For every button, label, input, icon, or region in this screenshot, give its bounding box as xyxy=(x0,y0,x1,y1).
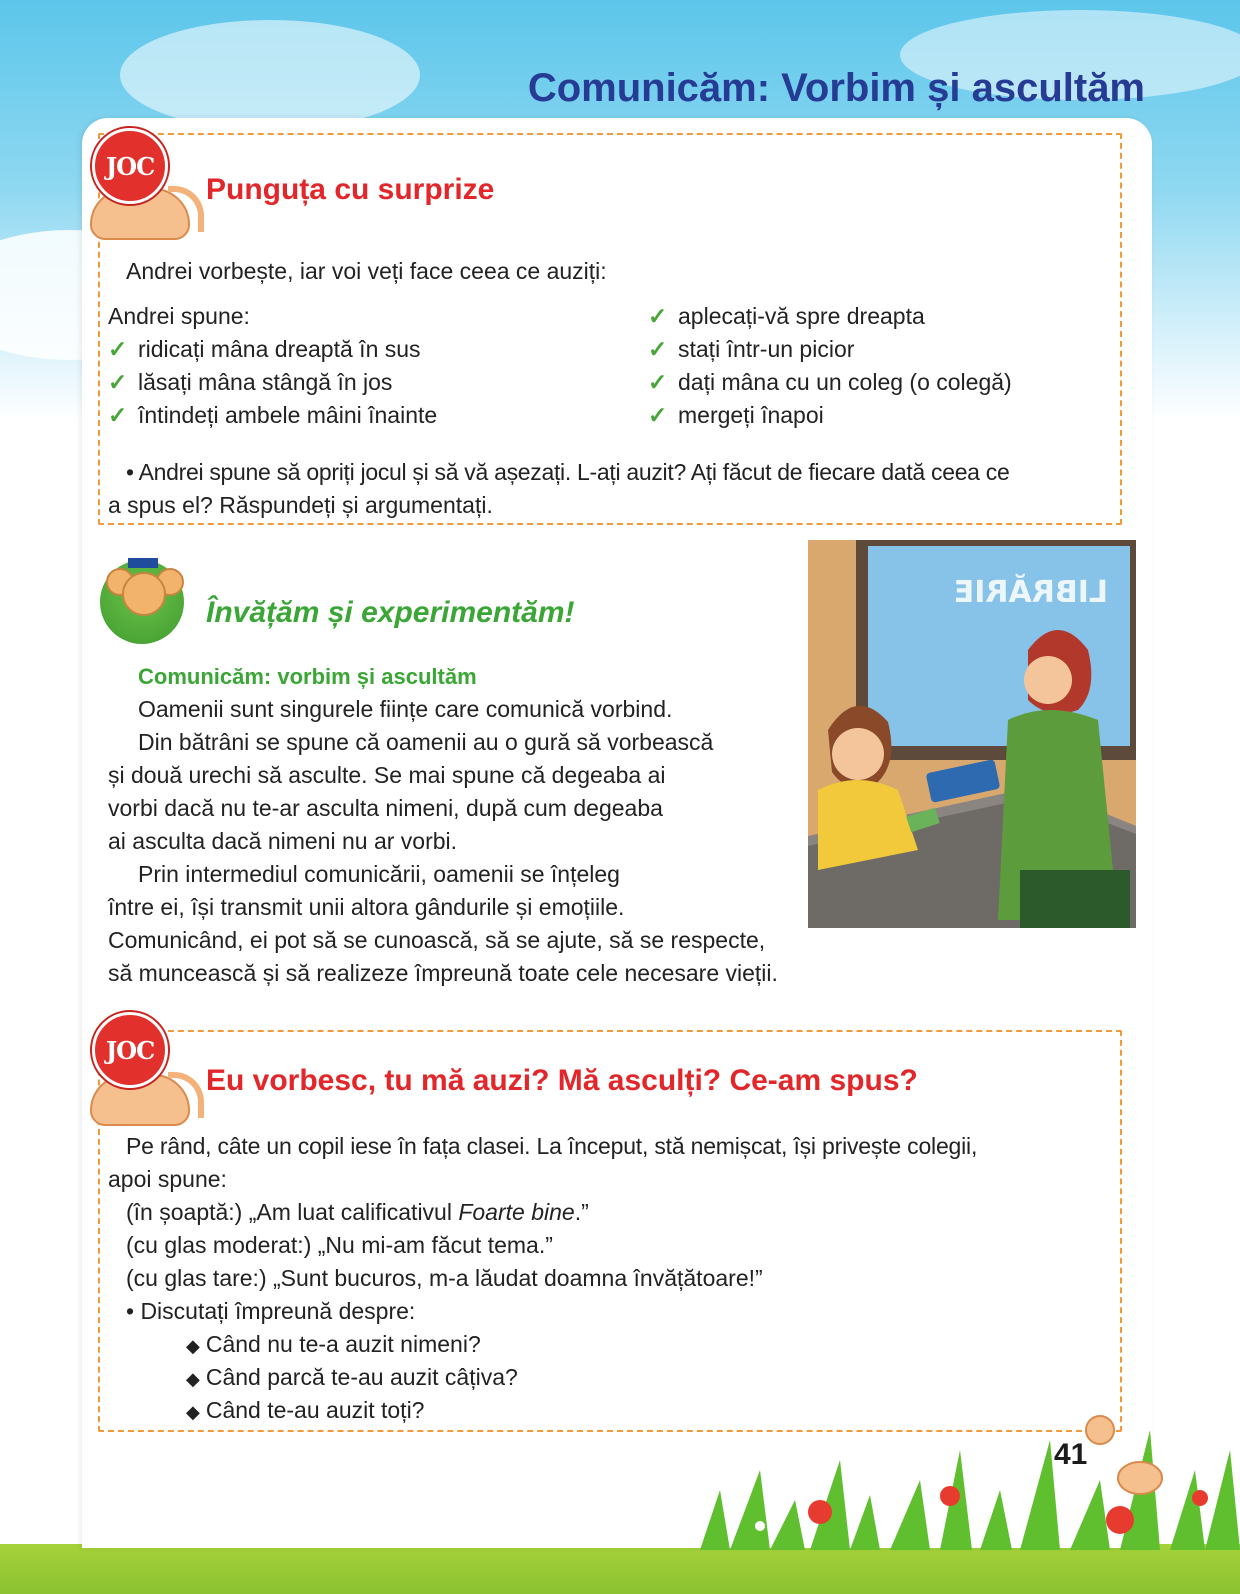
section1-question-line1: • Andrei spune să opriți jocul și să vă așezați. L-ați auzit? Ați făcut de fiecare dată ceea ce xyxy=(126,459,1010,485)
paragraph-line: Din bătrâni se spune că oamenii au o gură să vorbească xyxy=(138,729,714,755)
paragraph-line: Prin intermediul comunicării, oamenii se înțeleg xyxy=(138,861,620,887)
paragraph-line: Oamenii sunt singurele ființe care comunică vorbind. xyxy=(138,696,673,722)
check-icon: ✓ xyxy=(108,336,128,362)
section3-intro-line2: apoi spune: xyxy=(108,1166,227,1192)
moderate-line: (cu glas moderat:) „Nu mi-am făcut tema.” xyxy=(126,1232,553,1258)
list-item: ✓ dați mâna cu un coleg (o colegă) xyxy=(648,366,1108,399)
list-item: ✓ mergeți înapoi xyxy=(648,399,1108,432)
paragraph-line: vorbi dacă nu te-ar asculta nimeni, după cum degeaba xyxy=(108,795,663,821)
check-icon: ✓ xyxy=(648,369,668,395)
paragraph-line: Comunicând, ei pot să se cunoască, să se ajute, să se respecte, xyxy=(108,927,766,953)
section1-question-line2: a spus el? Răspundeți și argumentați. xyxy=(108,492,493,518)
check-icon: ✓ xyxy=(108,369,128,395)
list-item: ✓ ridicați mâna dreaptă în sus xyxy=(108,333,628,366)
grass-band xyxy=(0,1544,1240,1594)
section1-lead: Andrei spune: xyxy=(108,303,250,329)
section1-left-list xyxy=(108,333,628,432)
section1-right-list xyxy=(648,300,1108,432)
joc-badge-icon: JOC xyxy=(92,1012,168,1088)
question-item: ◆ Când parcă te-au auzit câțiva? xyxy=(186,1364,518,1390)
joc-badge-icon: JOC xyxy=(92,128,168,204)
section1-intro: Andrei vorbește, iar voi veți face ceea ce auziți: xyxy=(126,258,607,284)
cloud-decoration xyxy=(120,20,420,130)
shop-sign-text: LIBRĂRIE xyxy=(953,575,1108,610)
question-item: ◆ Când nu te-a auzit nimeni? xyxy=(186,1331,481,1357)
question-item: ◆ Când te-au auzit toți? xyxy=(186,1397,425,1423)
section2-subtitle: Comunicăm: vorbim și ascultăm xyxy=(138,664,477,689)
section1-right-column xyxy=(648,300,1108,432)
page-title: Comunicăm: Vorbim și ascultăm xyxy=(527,66,1145,110)
paragraph-line: între ei, își transmit unii altora gândurile și emoțiile. xyxy=(108,894,625,920)
section3-intro-line1: Pe rând, câte un copil iese în fața clasei. La început, stă nemișcat, își privește colegii, xyxy=(126,1133,978,1159)
page-number: 41 xyxy=(1054,1438,1088,1471)
bookstore-illustration xyxy=(808,540,1136,928)
paragraph-line: ai asculta dacă nimeni nu ar vorbi. xyxy=(108,828,458,854)
check-icon: ✓ xyxy=(108,402,128,428)
paragraph-line: și două urechi să asculte. Se mai spune că degeaba ai xyxy=(108,762,666,788)
check-icon: ✓ xyxy=(648,303,668,329)
discuss-line: • Discutați împreună despre: xyxy=(126,1298,416,1324)
loud-line: (cu glas tare:) „Sunt bucuros, m-a lăudat doamna învățătoare!” xyxy=(126,1265,763,1291)
list-item: ✓ stați într-un picior xyxy=(648,333,1108,366)
section-title-punguta: Punguța cu surprize xyxy=(206,173,495,206)
diamond-bullet-icon: ◆ xyxy=(186,1402,200,1422)
diamond-bullet-icon: ◆ xyxy=(186,1336,200,1356)
check-icon: ✓ xyxy=(648,336,668,362)
whisper-line: (în șoaptă:) „Am luat calificativul Foarte bine.” xyxy=(126,1199,589,1225)
check-icon: ✓ xyxy=(648,402,668,428)
meadow-decoration xyxy=(700,1400,1240,1550)
list-item: ✓ lăsați mâna stângă în jos xyxy=(108,366,628,399)
section1-left-column xyxy=(108,300,628,432)
section-title-eu-vorbesc: Eu vorbesc, tu mă auzi? Mă asculți? Ce-am spus? xyxy=(206,1064,918,1097)
section-title-invatam: Învățăm și experimentăm! xyxy=(206,596,575,629)
diamond-bullet-icon: ◆ xyxy=(186,1369,200,1389)
mouse-teacher-icon xyxy=(100,560,184,644)
list-item: ✓ întindeți ambele mâini înainte xyxy=(108,399,628,432)
paragraph-line: să muncească și să realizeze împreună toate cele necesare vieții. xyxy=(108,960,778,986)
list-item: ✓ aplecați-vă spre dreapta xyxy=(648,300,1108,333)
